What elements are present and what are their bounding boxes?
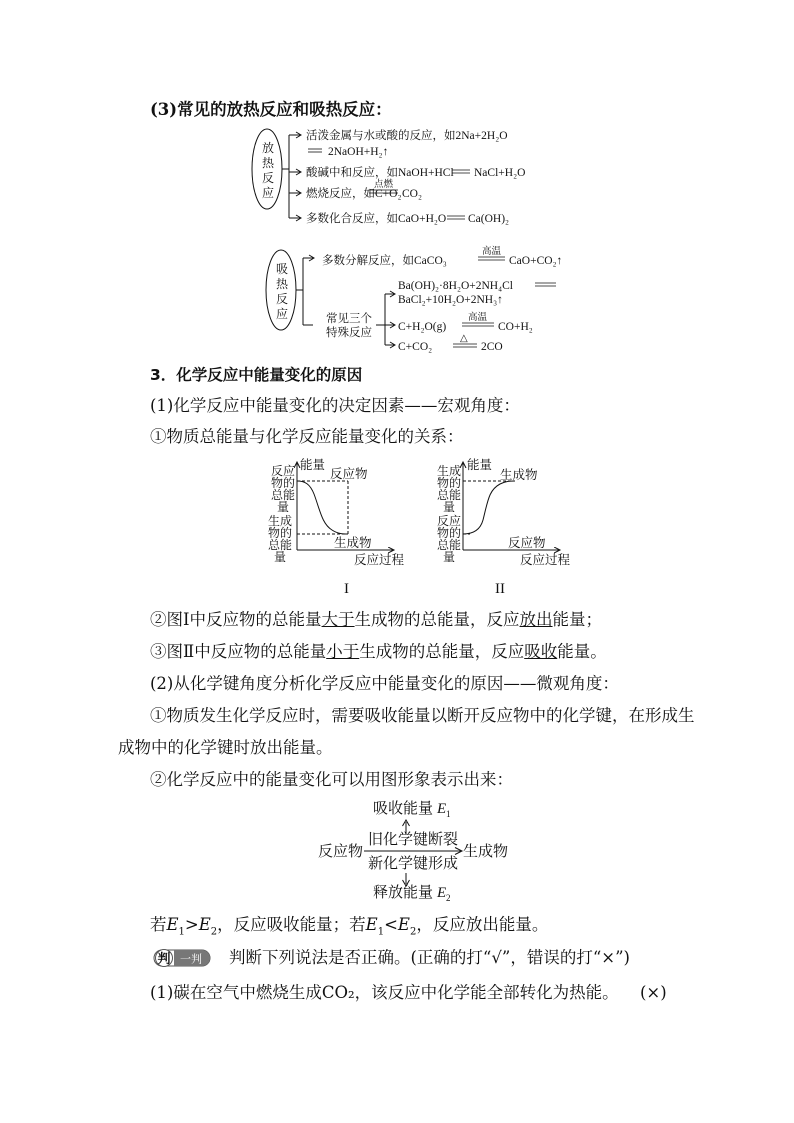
graph-1-lt-3: 量	[277, 500, 290, 514]
endo-label-0: 吸	[276, 262, 289, 276]
exo-item-1: 活泼金属与水或酸的反应，如2Na+2H₂O	[306, 130, 508, 142]
absorb-e1: E	[437, 801, 447, 817]
exo-item-2: 酸碱中和反应，如NaOH+HCl	[306, 167, 454, 179]
graph-1-lb-3: 量	[274, 550, 287, 564]
special-reaction-3-product: 2CO	[481, 341, 503, 353]
break-label: 旧化学键断裂	[368, 832, 459, 848]
subheading-exo-endo: (3)常见的放热反应和吸热反应：	[150, 100, 392, 119]
exo-item-2-product: NaCl+H₂O	[474, 167, 526, 179]
special-reaction-2-product: CO+H₂	[498, 321, 533, 333]
endo-item-1-product: CaO+CO₂↑	[509, 255, 563, 267]
endo-label-2: 反	[276, 292, 289, 306]
graph-1-x-label: 反应过程	[354, 553, 405, 567]
judge-badge-left: 判	[157, 951, 171, 966]
graph-1-lt-0: 反应	[271, 464, 296, 478]
product-label: 生成物	[463, 844, 509, 860]
graph-2-lt-3: 量	[443, 500, 456, 514]
graph-1-top-label: 反应物	[330, 467, 368, 481]
release-label: 释放能量	[373, 885, 434, 901]
graph-1-caption: I	[344, 581, 349, 597]
release-e2-sub: 2	[446, 893, 451, 903]
special-reaction-2-condition: 高温	[468, 313, 488, 323]
graph-2-lb-0: 反应	[437, 514, 462, 528]
exo-item-3: 燃烧反应，如C+O₂	[306, 188, 402, 200]
graph-2-lb-1: 物的	[437, 526, 462, 540]
graph-1-lt-2: 总能	[271, 488, 296, 502]
graph-1-lb-0: 生成	[268, 514, 293, 528]
micro-paragraph-line2: 成物中的化学键时放出能量。	[118, 738, 333, 757]
special-reaction-1a: Ba(OH)₂·8H₂O+2NH₄Cl	[398, 280, 513, 292]
statement-graph-2: ③图Ⅱ中反应物的总能量小于生成物的总能量，反应吸收能量。	[150, 642, 607, 661]
judge-badge-right: 一判	[180, 953, 202, 966]
section-3-p1: (1)化学反应中能量变化的决定因素——宏观角度：	[150, 396, 520, 415]
exo-label-3: 应	[262, 186, 275, 200]
special-label-line2: 特殊反应	[326, 327, 372, 339]
special-reaction-3-condition: △	[460, 333, 468, 344]
absorb-e1-sub: 1	[446, 809, 451, 819]
micro-heading: (2)从化学键角度分析化学反应中能量变化的原因——微观角度：	[150, 674, 619, 693]
graph-1-lb-1: 物的	[268, 526, 293, 540]
exo-item-1-product: 2NaOH+H₂↑	[328, 146, 389, 158]
graph-2-lt-2: 总能	[437, 488, 462, 502]
graph-2-x-label: 反应过程	[520, 553, 571, 567]
special-reaction-3: C+CO₂	[398, 341, 433, 353]
graph-2-lt-1: 物的	[437, 476, 462, 490]
graph-1-lt-1: 物的	[271, 476, 296, 490]
micro-paragraph-line1: ①物质发生化学反应时，需要吸收能量以断开反应物中的化学键，在形成生	[150, 706, 695, 725]
graph-1-bottom-label: 生成物	[334, 536, 372, 550]
endo-label-1: 热	[276, 277, 289, 291]
exo-item-4: 多数化合反应，如CaO+H₂O	[306, 213, 447, 225]
graph-2-caption: II	[495, 581, 505, 597]
energy-conclusion: 若$E_1>E_2$，反应吸收能量；若$E_1<E_2$，反应放出能量。	[150, 915, 549, 938]
graph-2-top-label: 生成物	[500, 468, 538, 482]
graph-2-bottom-label: 反应物	[508, 536, 546, 550]
section-3-p2: ①物质总能量与化学反应能量变化的关系：	[150, 427, 464, 446]
exo-item-3-product: CO₂	[402, 188, 422, 200]
section-3-title: 3．化学反应中能量变化的原因	[150, 366, 363, 384]
micro-paragraph-3: ②化学反应中的能量变化可以用图形象表示出来：	[150, 770, 513, 789]
judge-badge-icon	[154, 948, 210, 968]
absorb-label: 吸收能量	[373, 801, 434, 817]
special-reaction-2: C+H₂O(g)	[398, 321, 447, 333]
exo-item-3-condition: 点燃	[374, 180, 394, 190]
endo-item-1: 多数分解反应，如CaCO₃	[322, 255, 447, 267]
release-e2: E	[437, 885, 447, 901]
special-label-line1: 常见三个	[326, 313, 372, 325]
graph-2-lb-3: 量	[443, 550, 456, 564]
judge-instruction: 判断下列说法是否正确。(正确的打“√”，错误的打“×”)	[229, 948, 630, 967]
exo-item-4-product: Ca(OH)₂	[468, 213, 510, 225]
question-1-text: (1)碳在空气中燃烧生成CO₂，该反应中化学能全部转化为热能。	[150, 983, 619, 1002]
statement-graph-1: ②图Ⅰ中反应物的总能量大于生成物的总能量，反应放出能量；	[150, 610, 603, 629]
graph-2-lt-0: 生成	[437, 464, 462, 478]
exo-label-2: 反	[262, 171, 275, 185]
graph-1-y-label: 能量	[300, 458, 326, 472]
endo-item-1-condition: 高温	[482, 247, 502, 257]
special-reaction-1b: BaCl₂+10H₂O+2NH₃↑	[398, 294, 503, 306]
graph-1-lb-2: 总能	[268, 538, 293, 552]
exo-label-1: 热	[262, 156, 275, 170]
graph-2-lb-2: 总能	[437, 538, 462, 552]
endo-label-3: 应	[276, 307, 289, 321]
graph-2-y-label: 能量	[467, 458, 493, 472]
reactant-label: 反应物	[318, 844, 364, 860]
exo-label-0: 放	[262, 141, 275, 155]
question-1-answer: (×)	[640, 983, 667, 1002]
form-label: 新化学键形成	[368, 856, 459, 872]
